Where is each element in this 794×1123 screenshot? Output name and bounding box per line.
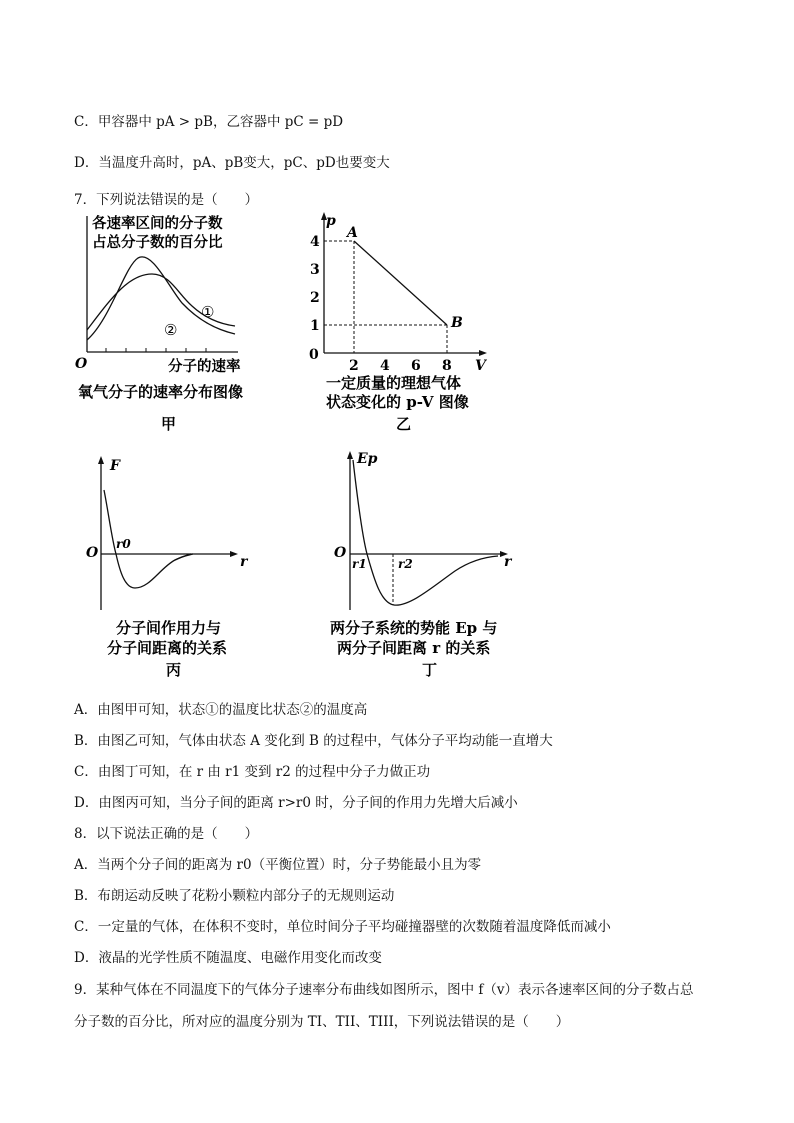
jia-tag: 甲 — [161, 415, 177, 433]
ding-origin: O — [334, 545, 347, 561]
jia-xlabel: 分子的速率 — [168, 358, 241, 375]
bing-origin: O — [86, 545, 99, 561]
q9-stem-line-2: 分子数的百分比，所对应的温度分别为 TI、TII、TIII，下列说法错误的是（ ） — [74, 1014, 570, 1030]
q7-option-c: C．由图丁可知，在 r 由 r1 变到 r2 的过程中分子力做正功 — [74, 764, 431, 780]
yi-process-line — [354, 241, 447, 325]
bing-axis-f: F — [110, 458, 120, 474]
yi-point-a: A — [347, 225, 358, 241]
yi-ytick-1: 1 — [310, 318, 320, 334]
bing-tag: 丙 — [166, 661, 182, 679]
yi-tag: 乙 — [396, 415, 412, 433]
figure-bing — [80, 450, 280, 685]
yi-origin: 0 — [309, 347, 319, 363]
ding-energy-curve — [353, 460, 498, 605]
jia-ylabel-1: 各速率区间的分子数 — [92, 215, 223, 232]
q7-option-b: B．由图乙可知，气体由状态 A 变化到 B 的过程中，气体分子平均动能一直增大 — [74, 733, 553, 749]
jia-curve-1-label: ① — [201, 303, 215, 321]
q7-stem: 7．下列说法错误的是（ ） — [74, 192, 259, 208]
yi-dashed-guides — [324, 241, 447, 353]
q8-option-a: A．当两个分子间的距离为 r0（平衡位置）时，分子势能最小且为零 — [74, 857, 482, 873]
q8-option-c: C．一定量的气体，在体积不变时，单位时间分子平均碰撞器壁的次数随着温度降低而减小 — [74, 919, 611, 935]
yi-axis-p: p — [326, 213, 336, 229]
jia-curve-2 — [87, 257, 235, 340]
jia-ylabel-2: 占总分子数的百分比 — [92, 234, 223, 251]
bing-r-arrow — [230, 551, 238, 557]
bing-r0: r0 — [116, 537, 131, 551]
bing-f-arrow — [98, 456, 104, 464]
yi-ytick-4: 4 — [310, 234, 320, 250]
yi-ytick-2: 2 — [310, 290, 320, 306]
q6-option-c: C．甲容器中 pA > pB，乙容器中 pC = pD — [74, 114, 344, 130]
yi-caption-2: 状态变化的 p-V 图像 — [326, 393, 469, 411]
q7-option-d: D．由图丙可知，当分子间的距离 r>r0 时，分子间的作用力先增大后减小 — [74, 795, 518, 811]
ding-r2: r2 — [398, 557, 413, 571]
yi-ytick-3: 3 — [310, 262, 320, 278]
jia-caption: 氧气分子的速率分布图像 — [78, 383, 244, 401]
q6-option-d: D．当温度升高时，pA、pB变大，pC、pD也要变大 — [74, 155, 390, 171]
q8-option-d: D．液晶的光学性质不随温度、电磁作用变化而改变 — [74, 950, 382, 966]
ding-caption-1: 两分子系统的势能 Ep 与 — [330, 619, 498, 637]
ding-tag: 丁 — [422, 661, 438, 679]
q8-option-b: B．布朗运动反映了花粉小颗粒内部分子的无规则运动 — [74, 888, 395, 904]
q8-stem: 8．以下说法正确的是（ ） — [74, 826, 259, 842]
figure-jia — [70, 208, 280, 438]
yi-point-b: B — [451, 315, 463, 331]
ding-caption-2: 两分子间距离 r 的关系 — [337, 639, 491, 657]
figure-yi — [300, 208, 500, 438]
yi-axis-v: V — [475, 358, 486, 374]
bing-caption-2: 分子间距离的关系 — [107, 639, 228, 657]
ding-r1: r1 — [352, 557, 367, 571]
yi-xtick-8: 8 — [442, 358, 452, 374]
ding-axis-e: Ep — [357, 451, 378, 467]
yi-xtick-2: 2 — [349, 358, 359, 374]
ding-e-arrow — [347, 451, 353, 459]
yi-xtick-4: 4 — [380, 358, 390, 374]
q7-option-a: A．由图甲可知，状态①的温度比状态②的温度高 — [74, 702, 368, 718]
jia-origin: O — [75, 356, 88, 372]
yi-caption-1: 一定质量的理想气体 — [326, 374, 462, 392]
q9-stem-line-1: 9．某种气体在不同温度下的气体分子速率分布曲线如图所示，图中 f（v）表示各速率区间的分子数占总 — [74, 982, 694, 998]
jia-curve-1 — [87, 274, 235, 330]
ding-axis-r: r — [504, 554, 512, 570]
bing-caption-1: 分子间作用力与 — [116, 619, 222, 637]
bing-axis-r: r — [240, 554, 248, 570]
yi-xtick-6: 6 — [411, 358, 421, 374]
bing-force-tail-line — [175, 554, 190, 560]
yi-v-arrow — [479, 350, 487, 356]
jia-curve-2-label: ② — [164, 321, 178, 339]
figure-ding — [330, 445, 530, 685]
